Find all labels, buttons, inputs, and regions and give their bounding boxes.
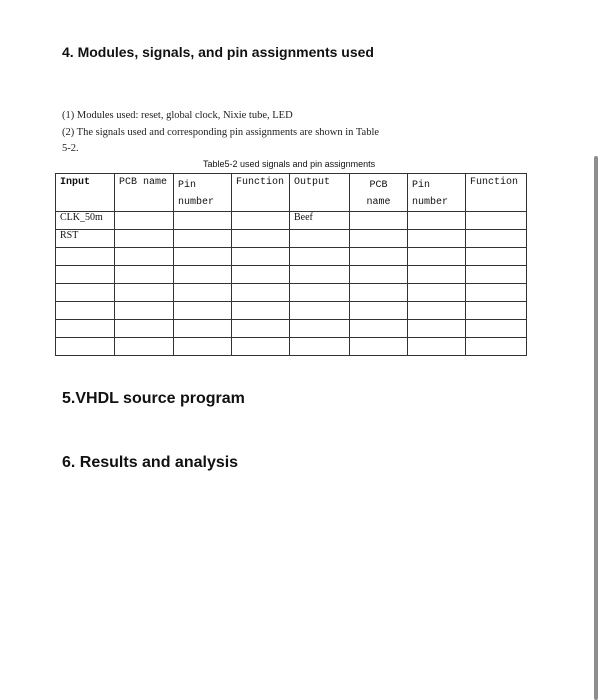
table-cell (290, 284, 350, 302)
signals-line: (2) The signals used and corresponding pin assignments are shown in Table (62, 127, 380, 138)
table-cell (466, 302, 527, 320)
table-cell (115, 248, 174, 266)
table-cell (408, 266, 466, 284)
table-cell (466, 230, 527, 248)
table-cell (174, 212, 232, 230)
section-6-heading: 6. Results and analysis (62, 454, 239, 471)
table-cell (115, 320, 174, 338)
table-cell (290, 248, 350, 266)
table-cell (350, 320, 408, 338)
table-cell (350, 230, 408, 248)
table-cell (290, 266, 350, 284)
table-cell (56, 266, 115, 284)
table-cell (466, 284, 527, 302)
table-cell (232, 284, 290, 302)
table-caption: Table5-2 used signals and pin assignments (203, 159, 376, 169)
table-cell (466, 338, 527, 356)
table-cell (350, 302, 408, 320)
header-function: Function (232, 174, 290, 212)
table-cell (232, 320, 290, 338)
header-pin-number-line1: Pin (178, 180, 197, 191)
header-pcb-name-2-line2: name (366, 197, 391, 208)
header-pin-number (174, 174, 232, 212)
table-cell (232, 212, 290, 230)
table-cell (466, 266, 527, 284)
table-cell (232, 230, 290, 248)
table-row (56, 320, 527, 338)
table-cell (350, 212, 408, 230)
table-cell: CLK_50m (56, 212, 115, 230)
table-cell (408, 284, 466, 302)
section-5-heading: 5.VHDL source program (62, 390, 245, 407)
table-cell (115, 338, 174, 356)
table-cell (408, 320, 466, 338)
table-header-row (56, 174, 527, 212)
table-cell (232, 248, 290, 266)
table-row (56, 212, 527, 230)
header-pcb-name-2-line1: PCB (369, 180, 388, 191)
table-cell (174, 230, 232, 248)
table-row (56, 302, 527, 320)
table-cell: RST (56, 230, 115, 248)
table-cell (232, 302, 290, 320)
header-pin-number-2 (408, 174, 466, 212)
table-cell (466, 320, 527, 338)
table-cell (56, 338, 115, 356)
header-output: Output (290, 174, 350, 212)
table-row (56, 338, 527, 356)
table-cell (466, 248, 527, 266)
table-cell (174, 320, 232, 338)
header-input: Input (56, 174, 115, 212)
signals-table (55, 173, 527, 356)
table-cell (290, 320, 350, 338)
table-cell (174, 266, 232, 284)
table-cell (290, 338, 350, 356)
signals-line-cont: 5-2. (62, 143, 79, 154)
header-pin-number-2-line1: Pin (412, 180, 431, 191)
table-cell (350, 338, 408, 356)
table-cell (56, 284, 115, 302)
table-cell (466, 212, 527, 230)
table-cell (115, 266, 174, 284)
header-function-2: Function (466, 174, 527, 212)
table-row (56, 248, 527, 266)
table-cell (115, 230, 174, 248)
table-cell (56, 320, 115, 338)
table-cell (174, 338, 232, 356)
header-pcb-name-2 (350, 174, 408, 212)
table-cell (56, 248, 115, 266)
table-cell (290, 302, 350, 320)
table-cell (174, 248, 232, 266)
header-pcb-name: PCB name (115, 174, 174, 212)
table-cell (174, 284, 232, 302)
table-cell (408, 212, 466, 230)
table-cell (408, 230, 466, 248)
table-cell (115, 212, 174, 230)
table-cell (350, 284, 408, 302)
header-pin-number-2-line2: number (412, 197, 449, 208)
table-cell (174, 302, 232, 320)
header-pin-number-line2: number (178, 197, 215, 208)
table-cell (115, 284, 174, 302)
table-cell (56, 302, 115, 320)
table-cell (408, 248, 466, 266)
table-cell (408, 338, 466, 356)
scrollbar[interactable] (594, 156, 598, 700)
table-cell (350, 248, 408, 266)
table-row (56, 230, 527, 248)
section-4-heading: 4. Modules, signals, and pin assignments used (62, 44, 374, 60)
table-cell (232, 266, 290, 284)
table-row (56, 284, 527, 302)
table-cell (408, 302, 466, 320)
table-cell (350, 266, 408, 284)
table-cell (290, 230, 350, 248)
table-cell: Beef (290, 212, 350, 230)
table-row (56, 266, 527, 284)
table-cell (232, 338, 290, 356)
modules-used-line: (1) Modules used: reset, global clock, Nixie tube, LED (62, 110, 293, 121)
table-cell (115, 302, 174, 320)
